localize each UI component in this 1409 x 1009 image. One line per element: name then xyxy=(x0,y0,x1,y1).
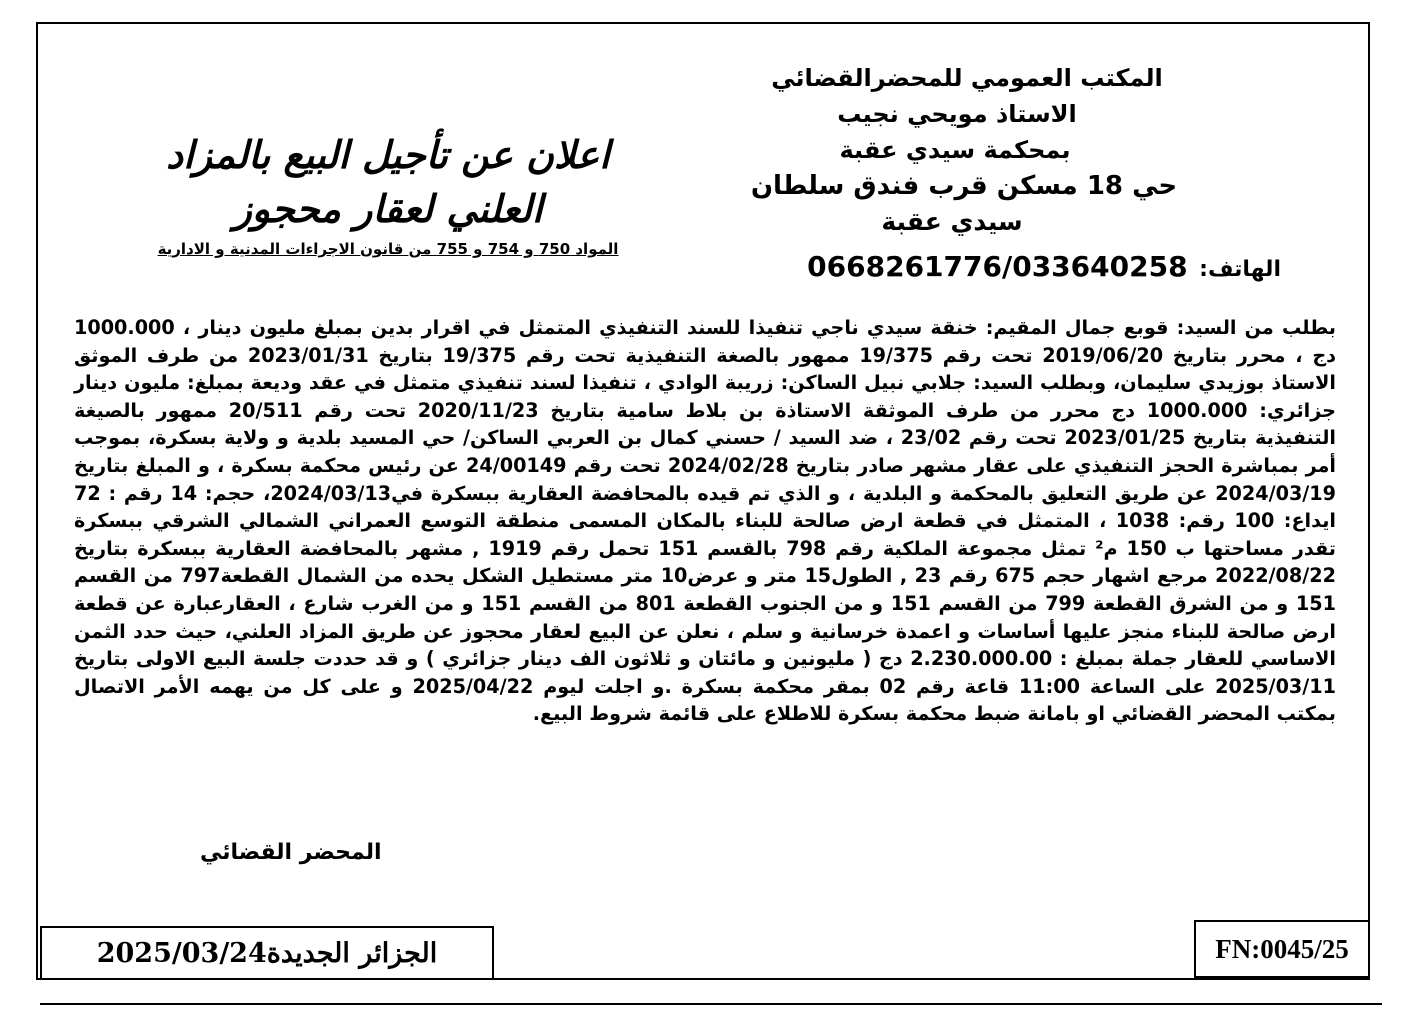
file-number: FN:0045/25 xyxy=(1215,933,1349,964)
office-city: سيدي عقبة xyxy=(881,207,1023,236)
publication-name-date: الجزائر الجديدة2025/03/24 xyxy=(96,937,438,969)
office-address: حي 18 مسكن قرب فندق سلطان xyxy=(750,171,1178,201)
signature: المحضر القضائي xyxy=(200,840,382,865)
announcement-title-line1: اعلان عن تأجيل البيع بالمزاد xyxy=(166,132,610,177)
legal-articles-reference: المواد 750 و 754 و 755 من قانون الاجراءات المدنية و الادارية xyxy=(157,240,619,258)
announcement-title-line2: العلني لعقار محجوز xyxy=(233,186,543,231)
phone-number: 0668261776/033640258 xyxy=(807,250,1188,283)
phone-row xyxy=(807,250,1281,283)
office-name: المكتب العمومي للمحضرالقضائي xyxy=(771,64,1163,92)
court-name: بمحكمة سيدي عقبة xyxy=(839,136,1071,164)
announcement-heading xyxy=(78,128,698,258)
bottom-divider xyxy=(40,1003,1382,1005)
bailiff-office-header xyxy=(707,60,1227,240)
phone-label: الهاتف: xyxy=(1199,257,1281,282)
publication-box xyxy=(40,926,494,980)
file-number-box xyxy=(1194,920,1370,978)
bailiff-name: الاستاذ مويحي نجيب xyxy=(837,100,1077,128)
notice-body: بطلب من السيد: قوبع جمال المقيم: خنقة سيدي ناجي تنفيذا للسند التنفيذي المتمثل في اقرار بدين بمبلغ مليون دينار ، 1000.000 دج ، محرر بتاريخ 2019/06/20 تحت رقم 19/375 ممهور بالصغة التنفيذية تحت رقم 19/375 بتاريخ 2023/01/31 من طرف الموثق الاستاذ بوزيدي سليمان، وبطلب السيد: جلابي نبيل الساكن: زريبة الوادي ، تنفيذا لسند تنفيذي متمثل في عقد وديعة بمبلغ: مليون دينار جزائري: 1000.000 دج محرر من طرف الموثقة الاستاذة بن بلاط سامية بتاريخ 2020/11/23 تحت رقم 20/511 ممهور بالصيغة التنفيذية بتاريخ 2023/01/25 تحت رقم 23/02 ، ضد السيد / حسني كمال بن العربي الساكن/ حي المسيد بلدية و ولاية بسكرة، بموجب أمر بمباشرة الحجز التنفيذي على عقار مشهر صادر بتاريخ 2024/02/28 تحت رقم 24/00149 عن رئيس محكمة بسكرة ، و المبلغ بتاريخ 2024/03/19 عن طريق التعليق بالمحكمة و البلدية ، و الذي تم قيده بالمحافضة العقارية ببسكرة في2024/03/13، حجم: 14 رقم : 72 ايداع: 100 رقم: 1038 ، المتمثل في قطعة ارض صالحة للبناء بالمكان المسمى منطقة التوسع العمراني الشمالي الشرقي ببسكرة تقدر مساحتها ب 150 م² تمثل مجموعة الملكية رقم 798 بالقسم 151 تحمل رقم 1919 , مشهر بالمحافضة العقارية ببسكرة بتاريخ 2022/08/22 مرجع اشهار حجم 675 رقم 23 , الطول15 متر و عرض10 متر مستطيل الشكل يحده من الشمال القطعة797 من القسم 151 و من الشرق القطعة 799 من القسم 151 و من الجنوب القطعة 801 من القسم 151 و من الغرب شارع ، العقارعبارة عن قطعة ارض صالحة للبناء منجز عليها أساسات و اعمدة خرسانية و سلم ، نعلن عن البيع لعقار محجوز عن طريق المزاد العلني، حيث حدد الثمن الاساسي للعقار جملة بمبلغ : 2.230.000.00 دج ( مليونين و مائتان و ثلاثون الف دينار جزائري ) و قد حددت جلسة البيع الاولى بتاريخ 2025/03/11 على الساعة 11:00 قاعة رقم 02 بمقر محكمة بسكرة .و اجلت ليوم 2025/04/22 و على كل من يهمه الأمر الاتصال بمكتب المحضر القضائي او بامانة ضبط محكمة بسكرة للاطلاع على قائمة شروط البيع. xyxy=(74,316,1337,726)
